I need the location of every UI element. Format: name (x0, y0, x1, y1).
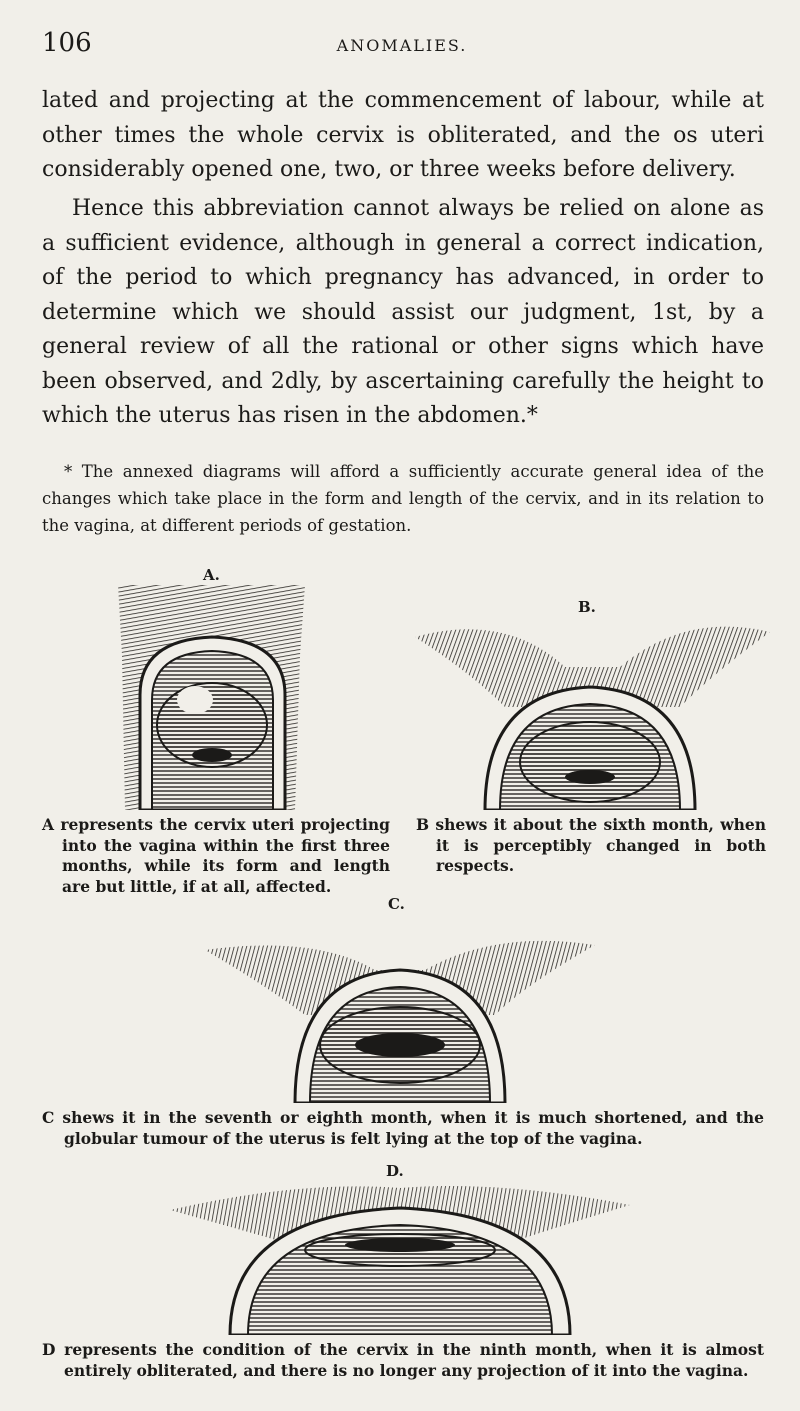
running-head: ANOMALIES. (336, 36, 468, 55)
figure-d-letter: D. (386, 1162, 404, 1180)
figure-c-letter: C. (388, 895, 405, 913)
body-paragraph-2: Hence this abbreviation cannot always be relied on alone as a sufficient evidence, although in general a correct indication, of the period to which pregnancy has advanced, in order to determine which we should assist our judgment, 1st, by a general review of all the rational or other signs which have been observed, and 2dly, by ascertaining carefully the height to which the uterus has risen in the abdomen.* (42, 196, 764, 428)
page-number: 106 (42, 28, 92, 58)
body-paragraph-1: lated and projecting at the commencement of labour, while at other times the whole cervix is obliterated, and the os uteri considerably opened one, two, or three weeks before delivery. (42, 88, 764, 182)
figure-d-illustration (170, 1180, 630, 1335)
figure-b-illustration (415, 612, 770, 810)
figure-a-letter: A. (203, 566, 220, 584)
figure-b-caption: B shews it about the sixth month, when it is perceptibly changed in both respects. (416, 815, 766, 875)
figure-c-caption: C shews it in the seventh or eighth month, when it is much shortened, and the globular tumour of the uterus is felt lying at the top of the vagina. (42, 1108, 764, 1148)
figure-a-illustration (110, 585, 315, 810)
figure-a-caption: A represents the cervix uteri projecting into the vagina within the first three months, while its form and length are but little, if at all, affected. (42, 815, 390, 896)
figure-b-letter: B. (578, 598, 596, 616)
page-header (42, 28, 762, 68)
figure-d-caption: D represents the condition of the cervix in the ninth month, when it is almost entirely obliterated, and there is no longer any projection of it into the vagina. (42, 1340, 764, 1380)
footnote: * The annexed diagrams will afford a sufficiently accurate general idea of the changes which take place in the form and length of the cervix, and in its relation to the vagina, at different periods of gestation. (42, 462, 764, 535)
figure-c-illustration (205, 915, 595, 1103)
